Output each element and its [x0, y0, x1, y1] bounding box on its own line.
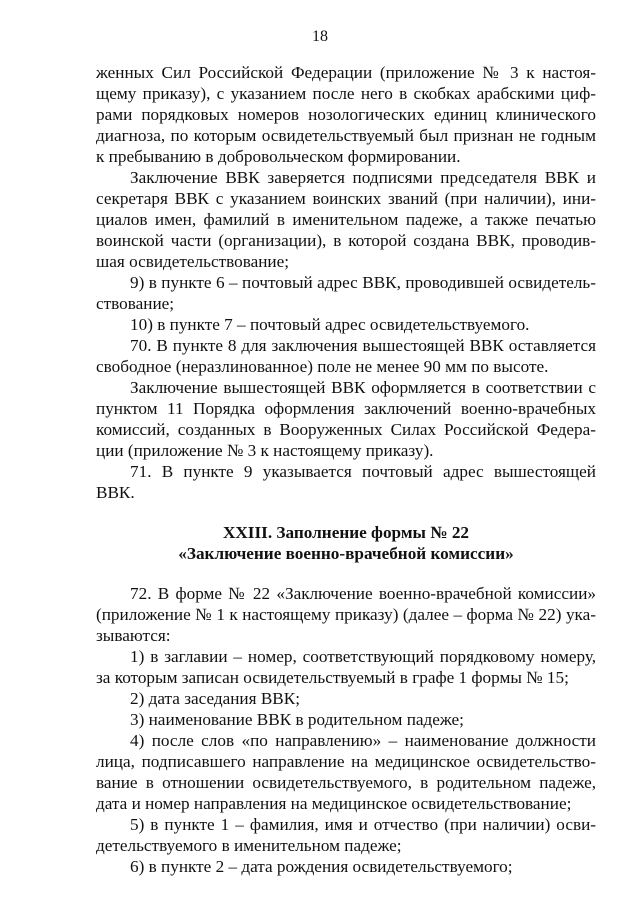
- text-line: 71. В пункте 9 указывается почтовый адрес вышестоящей: [130, 462, 596, 481]
- text-line: воинской части (организации), в которой создана ВВК, проводив-: [96, 231, 596, 250]
- text-line: 2) дата заседания ВВК;: [130, 689, 300, 708]
- text-line: циалов имен, фамилий в именительном падеже, а также печатью: [96, 210, 596, 229]
- text-line: 5) в пункте 1 – фамилия, имя и отчество (при наличии) осви-: [130, 815, 596, 834]
- text-line: зываются:: [96, 626, 171, 645]
- text-line: к пребыванию в добровольческом формировании.: [96, 147, 461, 166]
- text-line: женных Сил Российской Федерации (приложение № 3 к настоя-: [96, 63, 596, 82]
- text-line: щему приказу), с указанием после него в скобках арабскими циф-: [96, 84, 596, 103]
- text-line: ствование;: [96, 294, 175, 313]
- text-line: секретаря ВВК с указанием воинских званий (при наличии), ини-: [96, 189, 596, 208]
- text-line: 70. В пункте 8 для заключения вышестоящей ВВК оставляется: [130, 336, 596, 355]
- text-line: 6) в пункте 2 – дата рождения освидетельствуемого;: [130, 857, 513, 876]
- text-line: ции (приложение № 3 к настоящему приказу).: [96, 441, 434, 460]
- text-line: 9) в пункте 6 – почтовый адрес ВВК, проводившей освидетель-: [130, 273, 596, 292]
- text-line: ВВК.: [96, 483, 135, 502]
- text-line: Заключение ВВК заверяется подписями председателя ВВК и: [130, 168, 596, 187]
- page-number: 18: [312, 28, 328, 45]
- text-line: 10) в пункте 7 – почтовый адрес освидетельствуемого.: [130, 315, 530, 334]
- text-line: шая освидетельствование;: [96, 252, 290, 271]
- text-line: свободное (неразлинованное) поле не менее 90 мм по высоте.: [96, 357, 549, 376]
- text-line: за которым записан освидетельствуемый в графе 1 формы № 15;: [96, 668, 569, 687]
- section-heading-subtitle: «Заключение военно-врачебной комиссии»: [178, 544, 514, 563]
- text-line: пунктом 11 Порядка оформления заключений военно-врачебных: [96, 399, 596, 418]
- text-line: дата и номер направления на медицинское освидетельствование;: [96, 794, 572, 813]
- text-line: 1) в заглавии – номер, соответствующий порядковому номеру,: [130, 647, 596, 666]
- text-line: лица, подписавшего направление на медицинское освидетельство-: [96, 752, 596, 771]
- text-line: рами порядковых номеров нозологических единиц клинического: [96, 105, 596, 124]
- text-line: 72. В форме № 22 «Заключение военно-врачебной комиссии»: [130, 584, 596, 603]
- text-line: комиссий, созданных в Вооруженных Силах Российской Федера-: [96, 420, 596, 439]
- text-line: 3) наименование ВВК в родительном падеже;: [130, 710, 464, 729]
- text-line: 4) после слов «по направлению» – наименование должности: [130, 731, 596, 750]
- text-line: (приложение № 1 к настоящему приказу) (далее – форма № 22) ука-: [96, 605, 596, 624]
- text-line: детельствуемого в именительном падеже;: [96, 836, 402, 855]
- text-line: вание в отношении освидетельствуемого, в родительном падеже,: [96, 773, 596, 792]
- section-heading: XXIII. Заполнение формы № 22: [222, 523, 470, 542]
- text-line: диагноза, по которым освидетельствуемый был признан не годным: [96, 126, 596, 145]
- text-line: Заключение вышестоящей ВВК оформляется в соответствии с: [130, 378, 596, 397]
